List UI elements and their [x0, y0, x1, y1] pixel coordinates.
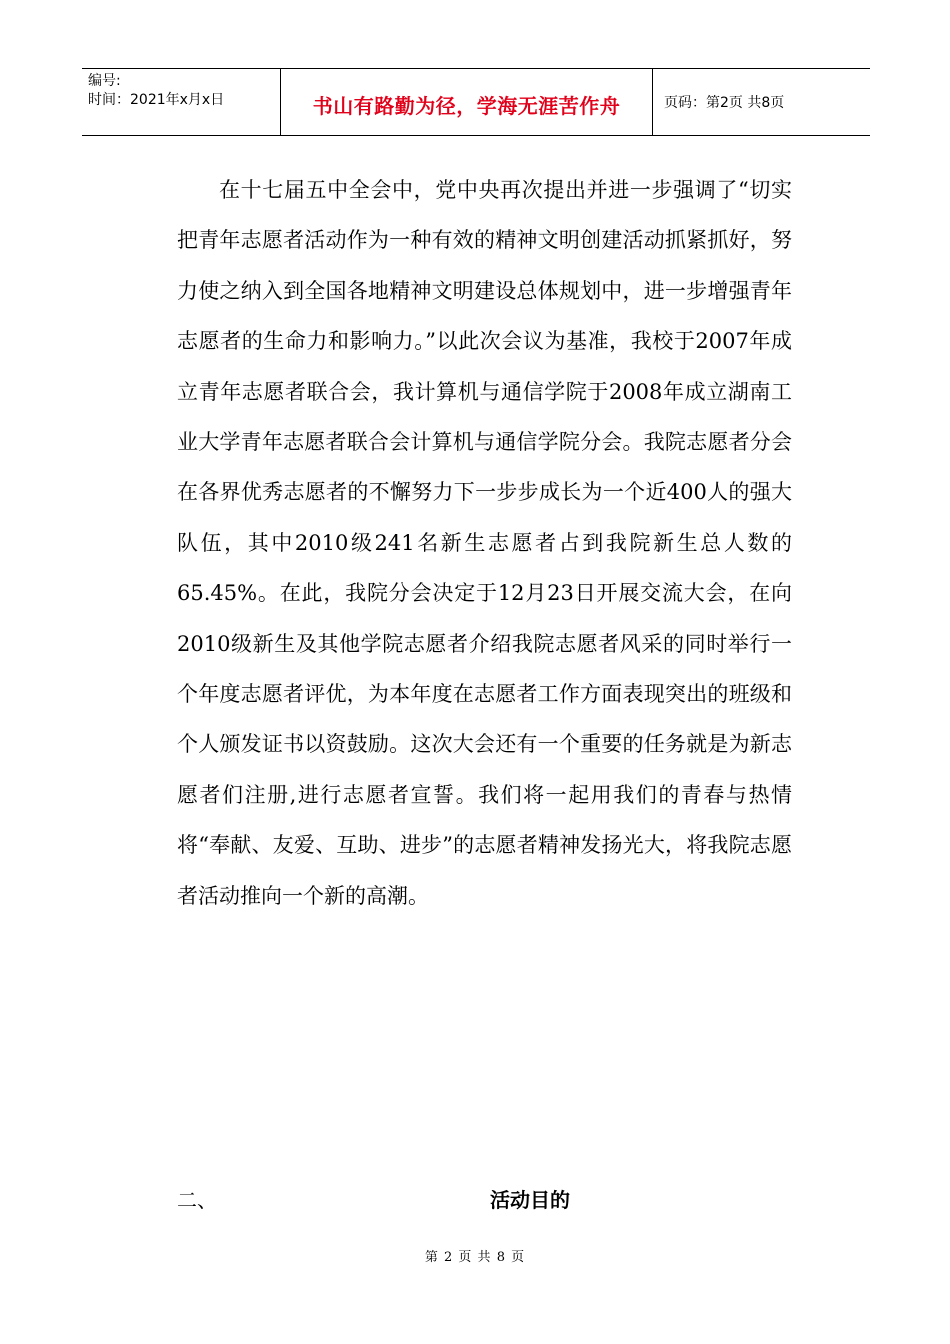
- body-paragraph: 在十七届五中全会中，党中央再次提出并进一步强调了“切实把青年志愿者活动作为一种有效的精神文明创建活动抓紧抓好，努力使之纳入到全国各地精神文明建设总体规划中，进一步增强青年志愿者的生命力和影响力。”以此次会议为基准，我校于2007年成立青年志愿者联合会，我计算机与通信学院于2008年成立湖南工业大学青年志愿者联合会计算机与通信学院分会。我院志愿者分会在各界优秀志愿者的不懈努力下一步步成长为一个近400人的强大队伍，其中2010级241名新生志愿者占到我院新生总人数的65.45%。在此，我院分会决定于12月23日开展交流大会，在向2010级新生及其他学院志愿者介绍我院志愿者风采的同时举行一个年度志愿者评优，为本年度在志愿者工作方面表现突出的班级和个人颁发证书以资鼓励。这次大会还有一个重要的任务就是为新志愿者们注册,进行志愿者宣誓。我们将一起用我们的青春与热情将“奉献、友爱、互助、进步”的志愿者精神发扬光大，将我院志愿者活动推向一个新的高潮。: [177, 178, 792, 908]
- header-meta-cell: [82, 69, 281, 135]
- header-motto: 书山有路勤为径，学海无涯苦作舟: [312, 93, 621, 118]
- header-page-cell: [653, 69, 870, 135]
- page-footer: 第 2 页 共 8 页: [424, 1250, 526, 1265]
- header-page-code: 页码：第2页 共8页: [664, 95, 785, 111]
- page-header: [82, 68, 870, 136]
- header-motto-cell: [281, 69, 653, 135]
- section-heading: [0, 1180, 950, 1216]
- document-date: 时间：2021年x月x日: [88, 92, 225, 108]
- section-title: 活动目的: [490, 1188, 570, 1212]
- document-number-label: 编号:: [88, 73, 121, 89]
- section-number: 二、: [177, 1188, 217, 1212]
